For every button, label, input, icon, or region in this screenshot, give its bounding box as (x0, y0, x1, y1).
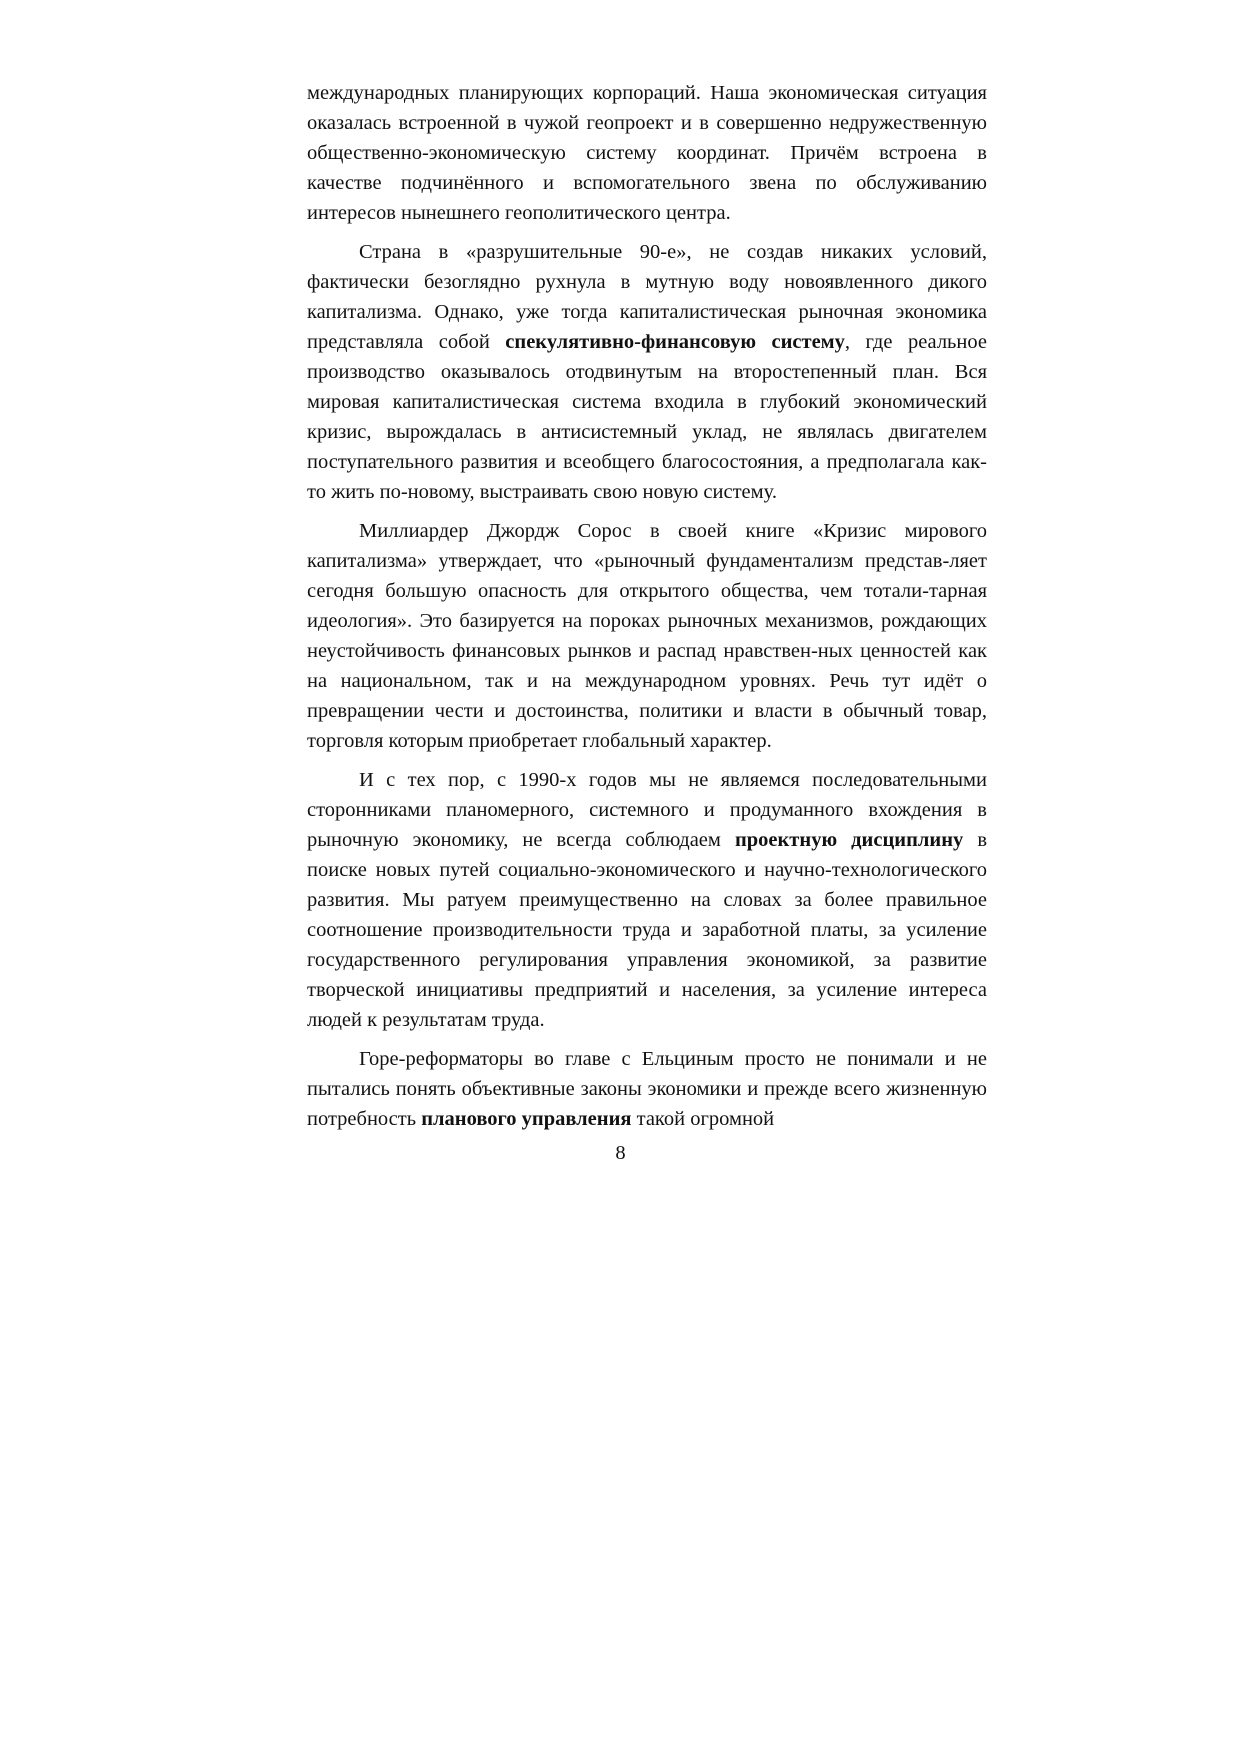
bold-term-project-discipline: проектную дисциплину (734, 829, 964, 851)
paragraph-1-text: международных планирующих корпораций. Наша экономическая ситуация оказалась встроенной в чужой геопроект и в совершенно недружественную общественно-экономическую систему координат. Причём встроена в качестве подчинённого и вспомогательного звена по обслуживанию интересов нынешнего геополитического центра. (307, 82, 987, 224)
paragraph-1 (307, 78, 987, 228)
document-page (307, 78, 987, 1143)
page-number: 8 (615, 1142, 626, 1164)
paragraph-5-text-a: Горе-реформаторы во главе с Ельциным просто не понимали и не пытались понять объективные законы экономики и прежде всего жизненную потребность (307, 1048, 987, 1130)
paragraph-3-text: Миллиардер Джордж Сорос в своей книге «Кризис мирового капитализма» утверждает, что «рыночный фундаментализм представ-ляет сегодня большую опасность для открытого общества, чем тотали-тарная идеология». Это базируется на пороках рыночных механизмов, рождающих неустойчивость финансовых рынков и распад нравствен-ных ценностей как на национальном, так и на международном уровнях. Речь тут идёт о превращении чести и достоинства, политики и власти в обычный товар, торговля которым приобретает глобальный характер. (307, 520, 987, 752)
paragraph-2-text-a: Страна в «разрушительные 90-е», не создав никаких условий, фактически безоглядно рухнула в мутную воду новоявленного дикого капитализма. Однако, уже тогда капиталистическая рыночная экономика представляла собой (307, 241, 987, 353)
bold-term-planned-management: планового управления (421, 1108, 632, 1130)
paragraph-5 (307, 1044, 987, 1134)
paragraph-4-text-a: И с тех пор, с 1990-х годов мы не являемся последовательными сторонниками планомерного, системного и продуманного вхождения в рыночную экономику, не всегда соблюдаем (307, 769, 987, 851)
paragraph-2 (307, 237, 987, 507)
paragraph-3 (307, 516, 987, 756)
paragraph-4-text-b: в поиске новых путей социально-экономического и научно-технологического развития. Мы ратуем преимущественно на словах за более правильное соотношение производительности труда и заработной платы, за усиление государственного регулирования управления экономикой, за развитие творческой инициативы предприятий и населения, за усиление интереса людей к результатам труда. (307, 829, 987, 1031)
paragraph-5-text-b: такой огромной (631, 1108, 775, 1130)
paragraph-4 (307, 765, 987, 1035)
paragraph-2-text-b: , где реальное производство оказывалось отодвинутым на второстепенный план. Вся мировая капиталистическая система входила в глубокий экономический кризис, вырождалась в антисистемный уклад, не являлась двигателем поступательного развития и всеобщего благосостояния, а предполагала как-то жить по-новому, выстраивать свою новую систему. (307, 331, 987, 503)
bold-term-speculative-system: спекулятивно-финансовую систему (505, 331, 845, 353)
